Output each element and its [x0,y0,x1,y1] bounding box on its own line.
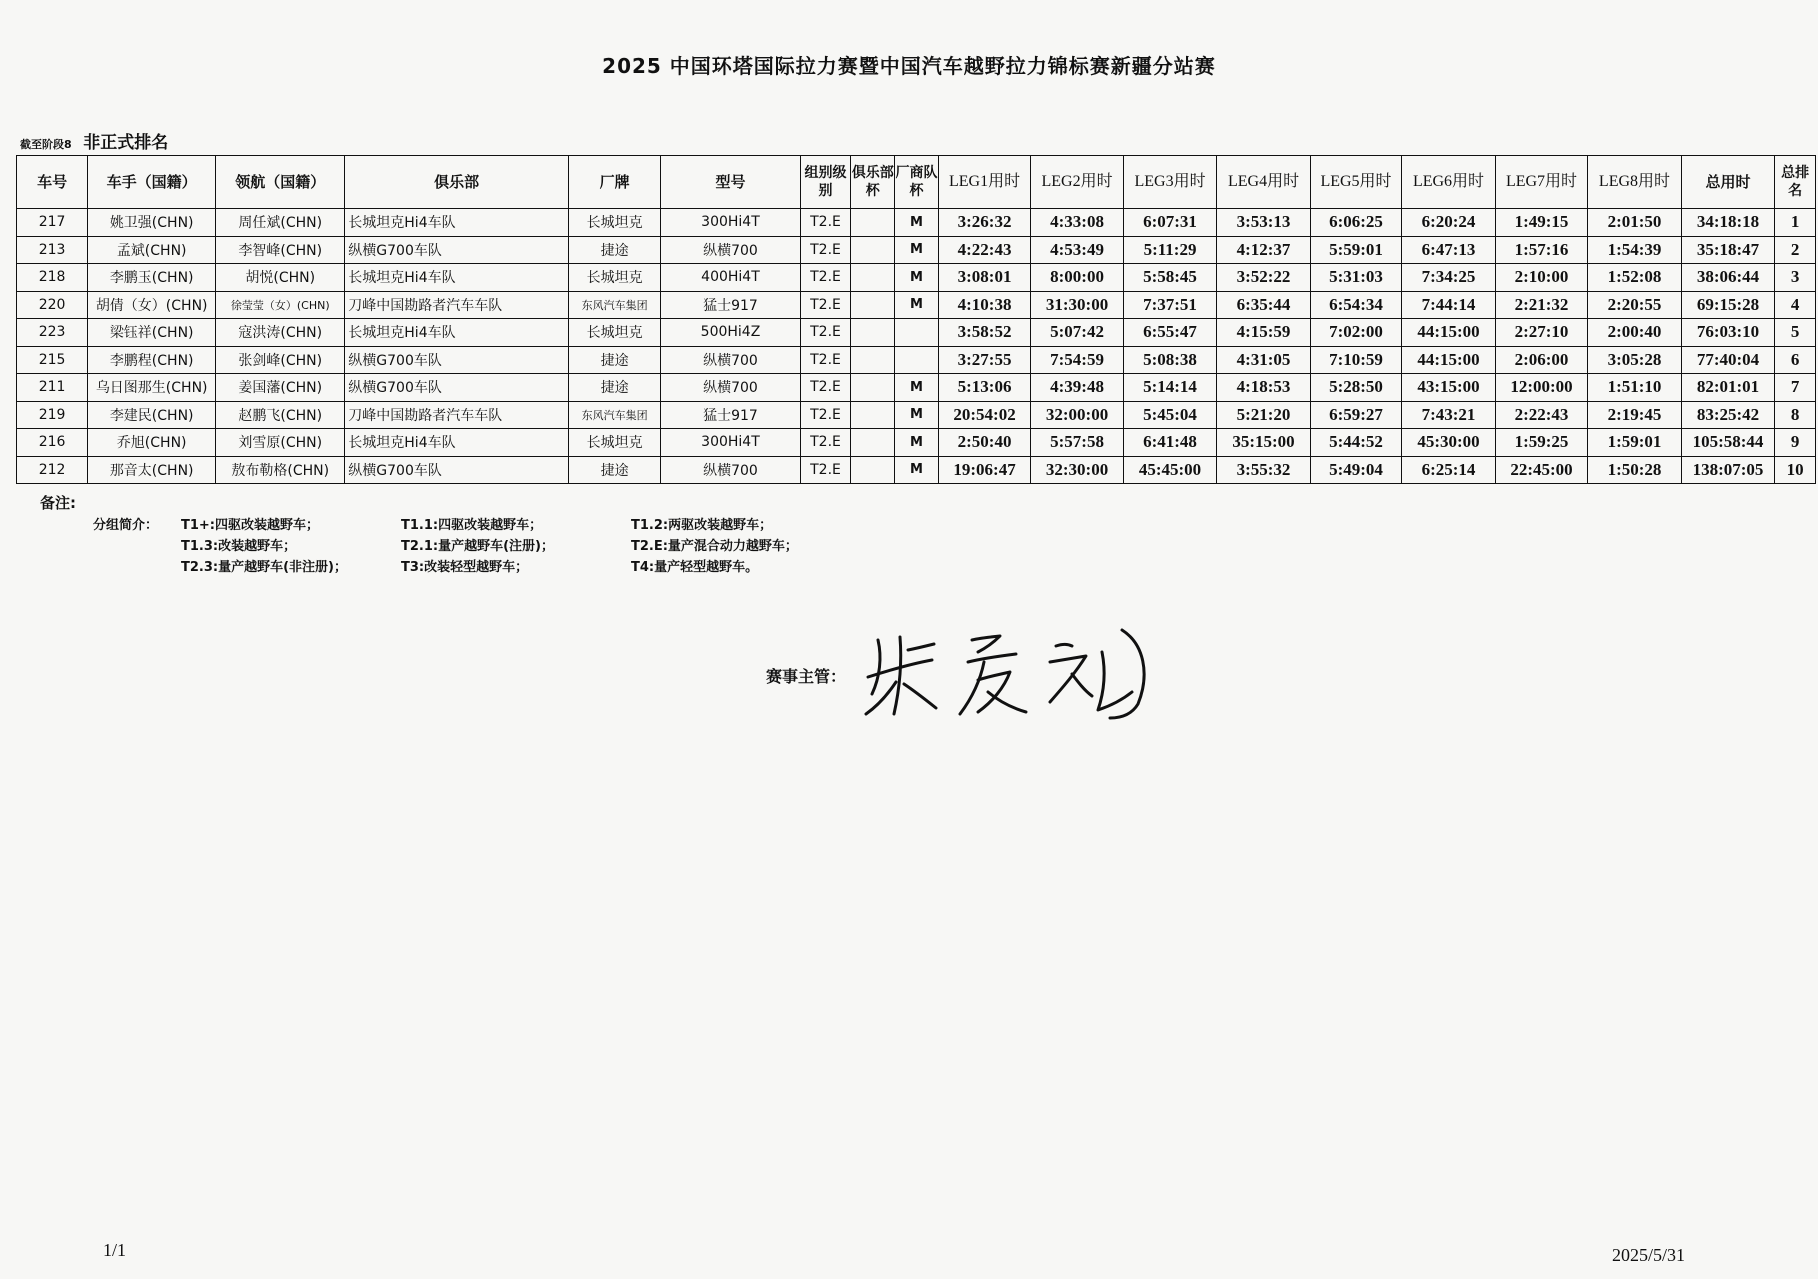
table-cell: T2.E [800,429,851,457]
table-row [17,374,1816,402]
table-cell: 6:20:24 [1402,209,1496,237]
table-row [17,319,1816,347]
table-cell: 5:21:20 [1217,401,1311,429]
group-item: T1.2:两驱改装越野车； [631,518,773,533]
table-cell: T2.E [800,236,851,264]
table-cell: 7:37:51 [1123,291,1217,319]
table-cell: 69:15:28 [1681,291,1775,319]
table-cell: 纵横G700车队 [345,456,569,484]
table-cell: 6:47:13 [1402,236,1496,264]
table-row [17,264,1816,292]
table-cell: 4:33:08 [1031,209,1123,237]
table-cell [851,209,895,237]
table-cell: M [895,401,939,429]
table-cell: M [895,429,939,457]
table-cell: 胡倩（女）(CHN) [88,291,216,319]
table-cell: 1:59:25 [1495,429,1587,457]
table-cell: 4:10:38 [938,291,1030,319]
table-cell: 2:50:40 [938,429,1030,457]
table-cell: 216 [17,429,88,457]
table-cell: 5 [1775,319,1816,347]
table-cell [851,456,895,484]
table-cell: 76:03:10 [1681,319,1775,347]
table-cell: 31:30:00 [1031,291,1123,319]
table-cell: 300Hi4T [661,209,800,237]
table-cell: 东风汽车集团 [568,291,660,319]
table-cell: 218 [17,264,88,292]
table-cell: 138:07:05 [1681,456,1775,484]
page-number: 1/1 [103,1240,127,1260]
col-header: 领航（国籍） [216,156,345,209]
table-cell: 5:28:50 [1310,374,1401,402]
table-cell: 猛士917 [661,291,800,319]
table-cell: 纵横G700车队 [345,374,569,402]
table-cell: 400Hi4T [661,264,800,292]
table-cell: 7 [1775,374,1816,402]
table-cell: 4:12:37 [1217,236,1311,264]
table-cell: 2:06:00 [1495,346,1587,374]
table-cell: 45:30:00 [1402,429,1496,457]
table-cell: T2.E [800,374,851,402]
table-cell: 213 [17,236,88,264]
table-cell: M [895,264,939,292]
table-cell: 孟斌(CHN) [88,236,216,264]
table-cell: 刀峰中国勘路者汽车车队 [345,401,569,429]
table-cell [895,346,939,374]
table-cell: 纵横700 [661,236,800,264]
col-header: 型号 [661,156,800,209]
table-cell: 长城坦克Hi4车队 [345,264,569,292]
table-cell: 6:55:47 [1123,319,1217,347]
table-cell: 500Hi4Z [661,319,800,347]
table-cell: 1:57:16 [1495,236,1587,264]
table-cell: 212 [17,456,88,484]
table-cell: 223 [17,319,88,347]
group-item: T4:量产轻型越野车。 [631,560,759,575]
group-column-2 [401,515,554,578]
table-row [17,401,1816,429]
group-item: T2.E:量产混合动力越野车； [631,539,798,554]
table-cell: 捷途 [568,374,660,402]
table-cell: 长城坦克Hi4车队 [345,429,569,457]
table-cell: 长城坦克 [568,264,660,292]
stage-note: 截至阶段8 [20,138,72,151]
table-cell [851,291,895,319]
supervisor-label: 赛事主管： [766,667,847,686]
table-cell: 长城坦克 [568,209,660,237]
table-cell: T2.E [800,264,851,292]
table-row [17,291,1816,319]
table-cell: 5:59:01 [1310,236,1401,264]
ranking-label: 非正式排名 [83,133,169,153]
table-cell: 83:25:42 [1681,401,1775,429]
group-column-1 [181,515,347,578]
table-cell: 4:18:53 [1217,374,1311,402]
table-cell [851,401,895,429]
table-cell: 20:54:02 [938,401,1030,429]
table-cell: 5:45:04 [1123,401,1217,429]
table-cell: 3:52:22 [1217,264,1311,292]
table-cell: 5:11:29 [1123,236,1217,264]
table-cell: 3:08:01 [938,264,1030,292]
table-cell: 211 [17,374,88,402]
table-cell: 217 [17,209,88,237]
group-item: T1+:四驱改装越野车； [181,518,320,533]
table-cell: 捷途 [568,456,660,484]
table-cell: 4:31:05 [1217,346,1311,374]
table-cell: 乌日图那生(CHN) [88,374,216,402]
table-cell: 7:44:14 [1402,291,1496,319]
table-cell: 219 [17,401,88,429]
table-cell: M [895,456,939,484]
table-cell: 2 [1775,236,1816,264]
table-cell: 4 [1775,291,1816,319]
table-cell: 2:10:00 [1495,264,1587,292]
table-cell: 2:01:50 [1588,209,1682,237]
header-row [17,156,1816,209]
col-header: 总用时 [1681,156,1775,209]
col-header: LEG6用时 [1402,156,1496,209]
table-cell: 捷途 [568,236,660,264]
table-cell: 纵横G700车队 [345,236,569,264]
col-header: 俱乐部杯 [851,156,895,209]
table-cell: 5:44:52 [1310,429,1401,457]
table-cell: 2:22:43 [1495,401,1587,429]
table-cell: 捷途 [568,346,660,374]
table-cell: 5:31:03 [1310,264,1401,292]
table-cell: 44:15:00 [1402,319,1496,347]
table-cell: 2:21:32 [1495,291,1587,319]
table-cell: 纵横G700车队 [345,346,569,374]
table-cell: 6:59:27 [1310,401,1401,429]
table-cell: 38:06:44 [1681,264,1775,292]
table-row [17,236,1816,264]
table-cell: 4:53:49 [1031,236,1123,264]
results-table [16,155,1816,484]
table-cell: 赵鹏飞(CHN) [216,401,345,429]
table-cell: 215 [17,346,88,374]
col-header: LEG7用时 [1495,156,1587,209]
table-cell: 6:25:14 [1402,456,1496,484]
table-cell: 纵横700 [661,374,800,402]
table-cell: 4:15:59 [1217,319,1311,347]
table-cell: 3 [1775,264,1816,292]
table-cell: 1:50:28 [1588,456,1682,484]
table-cell [851,264,895,292]
col-header: 俱乐部 [345,156,569,209]
table-cell: 纵横700 [661,346,800,374]
table-cell: 44:15:00 [1402,346,1496,374]
table-cell: 8:00:00 [1031,264,1123,292]
table-cell: 3:55:32 [1217,456,1311,484]
table-row [17,456,1816,484]
table-cell: 周任斌(CHN) [216,209,345,237]
col-header: 车手（国籍） [88,156,216,209]
table-cell: 刘雪原(CHN) [216,429,345,457]
table-cell: 5:13:06 [938,374,1030,402]
table-cell: T2.E [800,456,851,484]
table-cell: 22:45:00 [1495,456,1587,484]
table-cell [895,319,939,347]
table-cell: T2.E [800,346,851,374]
table-cell: 45:45:00 [1123,456,1217,484]
table-cell: 6:54:34 [1310,291,1401,319]
table-cell: 4:22:43 [938,236,1030,264]
table-cell: 3:58:52 [938,319,1030,347]
table-cell: 姜国藩(CHN) [216,374,345,402]
table-cell: 刀峰中国勘路者汽车车队 [345,291,569,319]
table-cell: 2:20:55 [1588,291,1682,319]
table-cell: T2.E [800,291,851,319]
table-cell: 300Hi4T [661,429,800,457]
table-cell: 那音太(CHN) [88,456,216,484]
table-cell: 徐莹莹（女）(CHN) [216,291,345,319]
table-cell: 12:00:00 [1495,374,1587,402]
group-column-3 [631,515,798,578]
table-cell: 猛士917 [661,401,800,429]
table-cell: 19:06:47 [938,456,1030,484]
col-header: 总排名 [1775,156,1816,209]
table-cell: 李鹏程(CHN) [88,346,216,374]
table-cell: 5:49:04 [1310,456,1401,484]
table-row [17,346,1816,374]
table-cell: 张剑峰(CHN) [216,346,345,374]
table-cell: 77:40:04 [1681,346,1775,374]
table-cell: M [895,291,939,319]
col-header: LEG1用时 [938,156,1030,209]
table-cell: 5:14:14 [1123,374,1217,402]
table-cell: 寇洪涛(CHN) [216,319,345,347]
table-cell: 长城坦克 [568,429,660,457]
table-cell: M [895,209,939,237]
table-cell: 1:59:01 [1588,429,1682,457]
table-cell: 乔旭(CHN) [88,429,216,457]
table-cell: 105:58:44 [1681,429,1775,457]
table-cell [851,374,895,402]
table-cell: 35:15:00 [1217,429,1311,457]
document-date: 2025/5/31 [1612,1245,1686,1265]
table-cell: 5:58:45 [1123,264,1217,292]
table-cell: 长城坦克Hi4车队 [345,319,569,347]
table-cell: 纵横700 [661,456,800,484]
table-row [17,429,1816,457]
table-cell: M [895,374,939,402]
table-cell: 7:10:59 [1310,346,1401,374]
group-item: T2.3:量产越野车(非注册)； [181,560,347,575]
group-intro-label: 分组简介： [93,518,159,533]
table-cell: 3:27:55 [938,346,1030,374]
table-cell [851,346,895,374]
table-cell: 6:06:25 [1310,209,1401,237]
table-cell: 8 [1775,401,1816,429]
table-cell: 2:00:40 [1588,319,1682,347]
table-cell: 32:00:00 [1031,401,1123,429]
table-cell: 李鹏玉(CHN) [88,264,216,292]
col-header: LEG3用时 [1123,156,1217,209]
table-cell [851,429,895,457]
table-cell: 5:07:42 [1031,319,1123,347]
table-cell: 82:01:01 [1681,374,1775,402]
group-item: T3:改装轻型越野车； [401,560,529,575]
table-cell [851,319,895,347]
table-cell: 李智峰(CHN) [216,236,345,264]
table-cell: 胡悦(CHN) [216,264,345,292]
col-header: 厂牌 [568,156,660,209]
table-cell: 6:35:44 [1217,291,1311,319]
table-cell: 敖布勒格(CHN) [216,456,345,484]
remarks-label: 备注: [40,494,76,512]
document-title: 2025 中国环塔国际拉力赛暨中国汽车越野拉力锦标赛新疆分站赛 [602,54,1216,78]
col-header: LEG8用时 [1588,156,1682,209]
table-cell: 1:51:10 [1588,374,1682,402]
table-cell: T2.E [800,401,851,429]
results-body [17,209,1816,484]
subtitle [20,128,168,153]
col-header: 车号 [17,156,88,209]
table-cell: 5:08:38 [1123,346,1217,374]
table-cell: 9 [1775,429,1816,457]
table-cell: 李建民(CHN) [88,401,216,429]
table-cell: 5:57:58 [1031,429,1123,457]
table-cell: 3:53:13 [1217,209,1311,237]
group-item: T1.1:四驱改装越野车； [401,518,543,533]
table-cell: 2:27:10 [1495,319,1587,347]
table-cell: 7:54:59 [1031,346,1123,374]
table-cell: 35:18:47 [1681,236,1775,264]
signature-image [860,622,1170,722]
table-cell: 220 [17,291,88,319]
table-cell: 1 [1775,209,1816,237]
col-header: LEG5用时 [1310,156,1401,209]
col-header: LEG4用时 [1217,156,1311,209]
table-cell: 10 [1775,456,1816,484]
table-cell [851,236,895,264]
table-cell: 1:54:39 [1588,236,1682,264]
table-cell: 7:02:00 [1310,319,1401,347]
table-row [17,209,1816,237]
col-header: 厂商队杯 [895,156,939,209]
table-cell: M [895,236,939,264]
table-cell: 34:18:18 [1681,209,1775,237]
table-cell: 长城坦克 [568,319,660,347]
table-cell: 梁钰祥(CHN) [88,319,216,347]
table-cell: 长城坦克Hi4车队 [345,209,569,237]
table-cell: 1:49:15 [1495,209,1587,237]
group-item: T1.3:改装越野车； [181,539,297,554]
table-cell: 7:43:21 [1402,401,1496,429]
table-cell: 3:05:28 [1588,346,1682,374]
table-cell: 东风汽车集团 [568,401,660,429]
table-cell: 6:07:31 [1123,209,1217,237]
table-cell: 32:30:00 [1031,456,1123,484]
table-cell: 姚卫强(CHN) [88,209,216,237]
table-cell: 3:26:32 [938,209,1030,237]
table-cell: T2.E [800,209,851,237]
table-cell: 2:19:45 [1588,401,1682,429]
col-header: LEG2用时 [1031,156,1123,209]
col-header: 组别级别 [800,156,851,209]
group-item: T2.1:量产越野车(注册)； [401,539,554,554]
table-cell: 7:34:25 [1402,264,1496,292]
table-cell: T2.E [800,319,851,347]
table-cell: 43:15:00 [1402,374,1496,402]
table-cell: 6 [1775,346,1816,374]
table-cell: 4:39:48 [1031,374,1123,402]
table-cell: 6:41:48 [1123,429,1217,457]
table-cell: 1:52:08 [1588,264,1682,292]
